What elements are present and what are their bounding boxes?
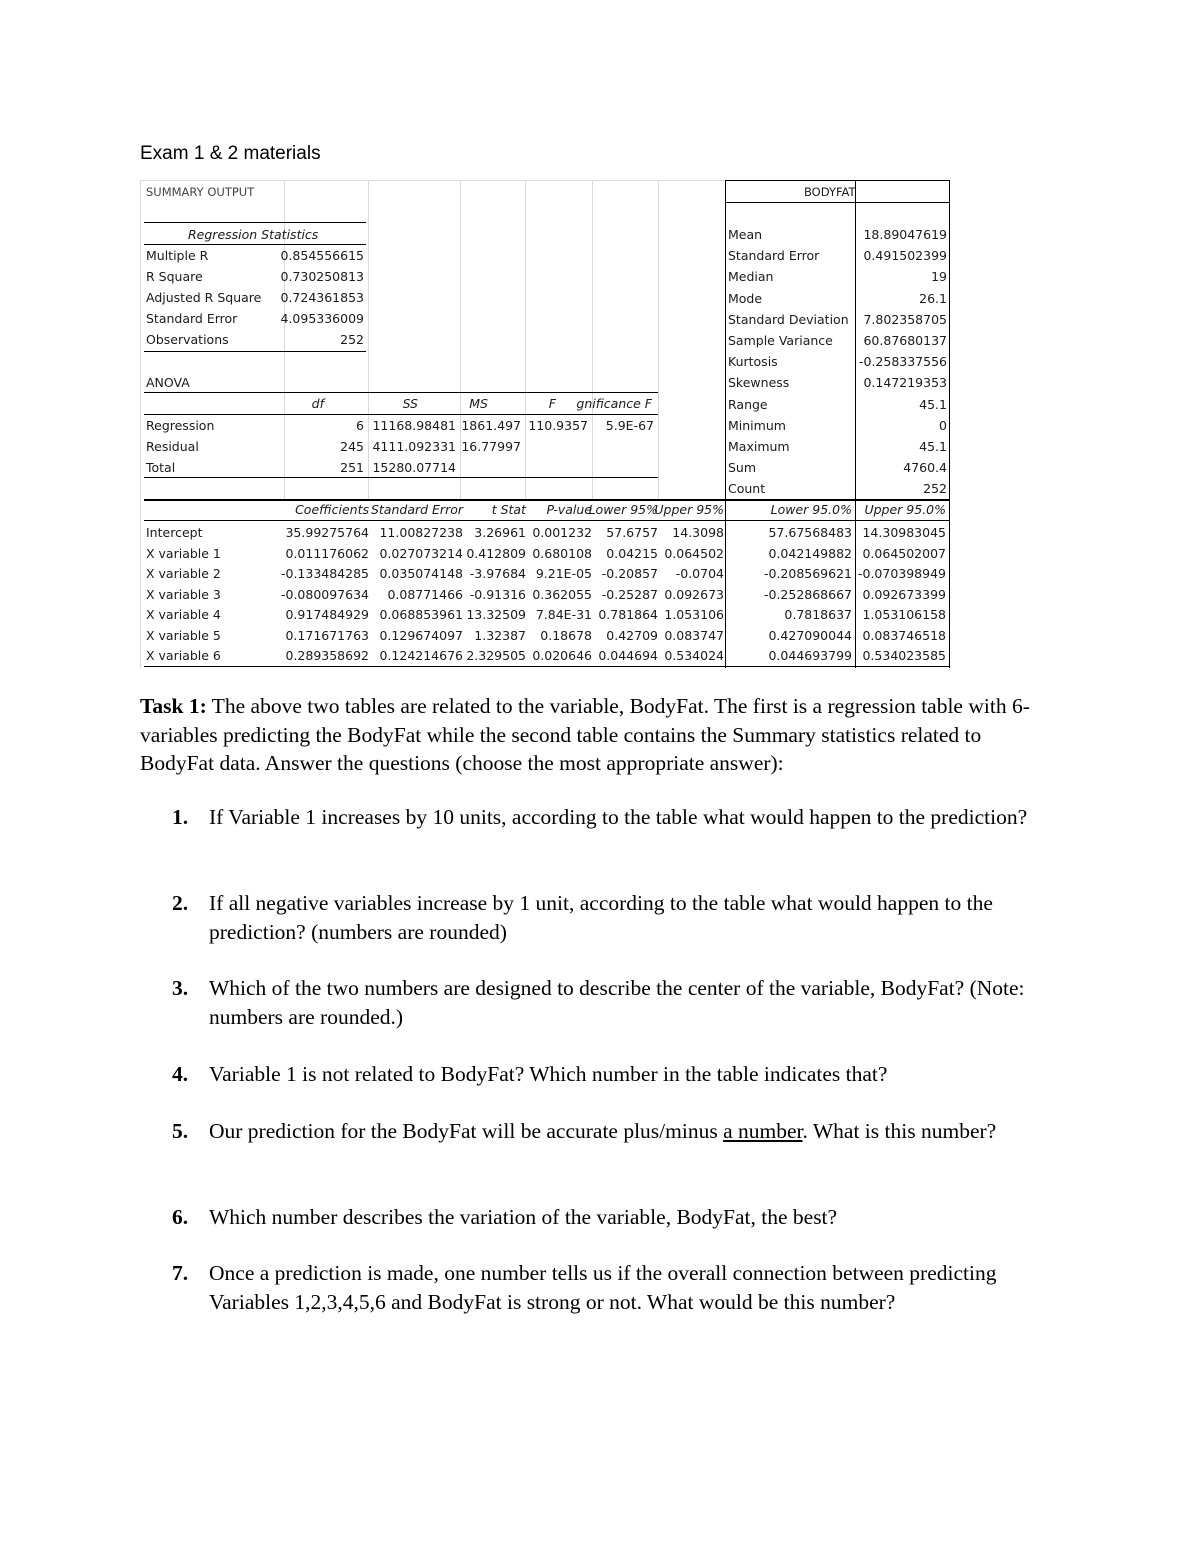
coef-cell-u95: 0.083747 xyxy=(664,627,724,643)
coef-cell-t: 1.32387 xyxy=(474,627,526,643)
rule xyxy=(144,392,658,393)
task-label: Task 1: xyxy=(140,694,207,718)
coef-cell-u950: 0.083746518 xyxy=(862,627,946,643)
coef-header: P-value xyxy=(546,502,592,517)
coef-header: t Stat xyxy=(491,502,526,517)
rule xyxy=(144,244,366,245)
bodyfat-stat-value: 26.1 xyxy=(919,290,947,306)
anova-cell-df: 245 xyxy=(340,439,364,454)
coef-cell-l95: 0.42709 xyxy=(606,627,658,643)
anova-row-label: Residual xyxy=(146,439,199,454)
bodyfat-stat-label: Maximum xyxy=(728,439,790,454)
coef-cell-t: 3.26961 xyxy=(474,525,526,540)
coef-cell-l950: 57.67568483 xyxy=(768,525,852,540)
bodyfat-stat-value: 45.1 xyxy=(919,439,947,454)
bodyfat-stat-label: Skewness xyxy=(728,375,790,391)
coef-cell-coef: -0.133484285 xyxy=(280,566,369,581)
anova-header: MS xyxy=(469,396,488,411)
coef-cell-coef: 35.99275764 xyxy=(285,525,369,540)
grid-line xyxy=(140,180,724,181)
bodyfat-stat-label: Kurtosis xyxy=(728,354,778,370)
summary-output-label: SUMMARY OUTPUT xyxy=(146,185,255,199)
coef-cell-t: -3.97684 xyxy=(469,566,526,581)
rule xyxy=(144,222,366,223)
coef-cell-l95: 57.6757 xyxy=(606,525,658,540)
reg-stat-label: Adjusted R Square xyxy=(146,290,262,305)
coef-cell-u95: 0.092673 xyxy=(664,586,724,602)
bodyfat-stat-label: Sum xyxy=(728,460,757,476)
coef-row-label: X variable 6 xyxy=(146,648,221,663)
bodyfat-stat-value: 18.89047619 xyxy=(863,227,947,242)
anova-row-label: Regression xyxy=(146,418,215,433)
coef-cell-p: 0.362055 xyxy=(532,586,592,602)
question-text-after: . What is this number? xyxy=(802,1119,997,1143)
coef-header: Upper 95.0% xyxy=(864,502,946,517)
anova-cell-ss: 15280.07714 xyxy=(372,460,456,475)
rule xyxy=(855,180,856,668)
coef-cell-se: 0.08771466 xyxy=(387,586,463,602)
coef-cell-t: -0.91316 xyxy=(469,586,526,602)
coef-cell-coef: 0.171671763 xyxy=(285,627,369,643)
question-text: Which number describes the variation of the variable, BodyFat, the best? xyxy=(209,1205,838,1229)
question-number: 4. xyxy=(172,1062,189,1086)
task-1-paragraph xyxy=(140,692,1050,778)
coef-row-label: X variable 1 xyxy=(146,545,221,561)
rule xyxy=(949,180,950,668)
anova-title: ANOVA xyxy=(146,375,190,390)
grid-line xyxy=(592,180,593,500)
coef-cell-l95: 0.044694 xyxy=(598,648,658,663)
bodyfat-stat-value: 60.87680137 xyxy=(863,333,947,348)
bodyfat-stat-value: 0 xyxy=(939,417,947,433)
coef-cell-coef: -0.080097634 xyxy=(280,586,369,602)
bodyfat-stat-value: 0.147219353 xyxy=(863,375,947,391)
anova-cell-f: 110.9357 xyxy=(528,418,588,433)
bodyfat-stat-label: Minimum xyxy=(728,417,786,433)
grid-line xyxy=(140,180,141,668)
coef-row-label: X variable 4 xyxy=(146,607,221,622)
reg-stat-value: 0.730250813 xyxy=(280,269,364,284)
coef-cell-l95: -0.25287 xyxy=(601,586,658,602)
coef-cell-u950: 1.053106158 xyxy=(862,607,946,622)
coef-cell-l95: 0.04215 xyxy=(606,545,658,561)
question-number: 5. xyxy=(172,1119,189,1143)
coef-cell-p: 7.84E-31 xyxy=(535,607,592,622)
anova-cell-ms: 1861.497 xyxy=(461,418,521,433)
question-text: If Variable 1 increases by 10 units, according to the table what would happen to the prediction? xyxy=(209,805,1028,829)
coef-cell-p: 0.680108 xyxy=(532,545,592,561)
anova-header: F xyxy=(548,396,556,411)
coef-cell-l950: 0.7818637 xyxy=(784,607,852,622)
regression-statistics-title: Regression Statistics xyxy=(188,227,319,242)
coef-cell-l950: 0.042149882 xyxy=(768,545,852,561)
coef-cell-t: 0.412809 xyxy=(466,545,526,561)
bodyfat-stat-label: Sample Variance xyxy=(728,333,833,348)
reg-stat-label: Multiple R xyxy=(146,248,209,263)
coef-cell-p: 0.18678 xyxy=(540,627,592,643)
reg-stat-value: 0.854556615 xyxy=(280,248,364,263)
bodyfat-stat-label: Range xyxy=(728,396,768,412)
bodyfat-stat-value: -0.258337556 xyxy=(858,354,947,370)
question-text: Variable 1 is not related to BodyFat? Which number in the table indicates that? xyxy=(209,1062,888,1086)
coef-cell-u950: 0.064502007 xyxy=(862,545,946,561)
grid-line xyxy=(658,180,659,500)
coef-cell-u95: 14.3098 xyxy=(672,525,724,540)
anova-row-label: Total xyxy=(146,460,176,475)
coef-cell-se: 0.124214676 xyxy=(379,648,463,663)
anova-header: gnificance F xyxy=(576,396,652,411)
coef-cell-u950: 14.30983045 xyxy=(862,525,946,540)
coef-cell-u95: 0.064502 xyxy=(664,545,724,561)
rule xyxy=(144,666,950,667)
bodyfat-stat-label: Mode xyxy=(728,290,763,306)
reg-stat-label: Standard Error xyxy=(146,311,238,326)
question-text: Which of the two numbers are designed to describe the center of the variable, BodyFat? (Note: numbers are rounded.) xyxy=(209,976,1025,1029)
anova-cell-sig: 5.9E-67 xyxy=(605,418,654,433)
reg-stat-label: Observations xyxy=(146,332,229,347)
coef-row-label: X variable 3 xyxy=(146,586,221,602)
coef-cell-l950: -0.252868667 xyxy=(763,586,852,602)
coef-row-label: Intercept xyxy=(146,525,203,540)
coef-cell-coef: 0.917484929 xyxy=(285,607,369,622)
coef-cell-l950: -0.208569621 xyxy=(763,566,852,581)
reg-stat-value: 4.095336009 xyxy=(280,311,364,326)
reg-stat-value: 0.724361853 xyxy=(280,290,364,305)
page-heading: Exam 1 & 2 materials xyxy=(140,143,321,164)
coef-cell-coef: 0.011176062 xyxy=(285,545,369,561)
rule xyxy=(725,202,950,203)
bodyfat-stat-label: Count xyxy=(728,481,766,497)
grid-line xyxy=(525,180,526,500)
coef-cell-u95: 1.053106 xyxy=(664,607,724,622)
anova-cell-ss: 11168.98481 xyxy=(372,418,456,433)
question-underlined: a number xyxy=(723,1119,803,1143)
bodyfat-stat-label: Mean xyxy=(728,227,763,242)
coef-cell-p: 0.001232 xyxy=(532,525,592,540)
rule xyxy=(144,499,950,501)
excel-screenshot xyxy=(140,180,950,668)
coef-cell-se: 0.027073214 xyxy=(379,545,463,561)
coef-row-label: X variable 5 xyxy=(146,627,221,643)
bodyfat-stat-value: 7.802358705 xyxy=(863,311,947,327)
rule xyxy=(144,351,366,352)
question-number: 7. xyxy=(172,1261,189,1285)
coef-cell-l950: 0.427090044 xyxy=(768,627,852,643)
bodyfat-stat-value: 45.1 xyxy=(919,396,947,412)
question-number: 2. xyxy=(172,891,189,915)
bodyfat-stat-value: 19 xyxy=(931,269,947,285)
bodyfat-stat-label: Median xyxy=(728,269,774,285)
coef-header: Coefficients xyxy=(295,502,369,517)
coef-cell-se: 0.068853961 xyxy=(379,607,463,622)
bodyfat-stat-value: 252 xyxy=(923,481,947,497)
rule xyxy=(144,414,658,415)
question-number: 6. xyxy=(172,1205,189,1229)
reg-stat-label: R Square xyxy=(146,269,203,284)
coef-cell-se: 11.00827238 xyxy=(379,525,463,540)
rule xyxy=(144,477,658,478)
coef-cell-p: 9.21E-05 xyxy=(535,566,592,581)
coef-cell-p: 0.020646 xyxy=(532,648,592,663)
anova-cell-df: 251 xyxy=(340,460,364,475)
coef-header: Lower 95% xyxy=(588,502,658,517)
coef-row-label: X variable 2 xyxy=(146,566,221,581)
coef-cell-l95: -0.20857 xyxy=(601,566,658,581)
question-number: 1. xyxy=(172,805,189,829)
coef-cell-se: 0.035074148 xyxy=(379,566,463,581)
rule xyxy=(144,520,950,521)
bodyfat-stat-label: Standard Deviation xyxy=(728,311,849,327)
question-number: 3. xyxy=(172,976,189,1000)
rule xyxy=(725,180,950,181)
question-text-before: Our prediction for the BodyFat will be accurate plus/minus xyxy=(209,1119,724,1143)
coef-cell-u950: -0.070398949 xyxy=(857,566,946,581)
coef-header: Upper 95% xyxy=(654,502,724,517)
coef-cell-u95: -0.0704 xyxy=(675,566,724,581)
coef-cell-t: 2.329505 xyxy=(466,648,526,663)
coef-cell-l950: 0.044693799 xyxy=(768,648,852,663)
bodyfat-stat-value: 0.491502399 xyxy=(863,248,947,264)
coef-cell-se: 0.129674097 xyxy=(379,627,463,643)
coef-cell-u950: 0.092673399 xyxy=(862,586,946,602)
anova-cell-df: 6 xyxy=(356,418,364,433)
coef-cell-l95: 0.781864 xyxy=(598,607,658,622)
anova-header: df xyxy=(311,396,324,411)
coef-header: Standard Error xyxy=(370,502,463,517)
coef-cell-u950: 0.534023585 xyxy=(862,648,946,663)
question-text: Once a prediction is made, one number tells us if the overall connection between predicting Variables 1,2,3,4,5,6 and BodyFat is strong or not. What would be this number? xyxy=(209,1261,997,1314)
anova-cell-ss: 4111.092331 xyxy=(372,439,456,454)
coef-cell-t: 13.32509 xyxy=(466,607,526,622)
task-text: The above two tables are related to the variable, BodyFat. The first is a regression table with 6-variables predicting the BodyFat while the second table contains the Summary statistics related to BodyFat data. Answer the questions (choose the most appropriate answer): xyxy=(140,694,1030,775)
bodyfat-stat-label: Standard Error xyxy=(728,248,820,264)
coef-cell-coef: 0.289358692 xyxy=(285,648,369,663)
question-text xyxy=(209,1117,1029,1146)
bodyfat-stat-value: 4760.4 xyxy=(903,460,947,476)
rule xyxy=(725,180,726,668)
reg-stat-value: 252 xyxy=(340,332,364,347)
bodyfat-title: BODYFAT xyxy=(804,185,856,199)
anova-cell-ms: 16.77997 xyxy=(461,439,521,454)
coef-header: Lower 95.0% xyxy=(770,502,852,517)
anova-header: SS xyxy=(402,396,418,411)
coef-cell-u95: 0.534024 xyxy=(664,648,724,663)
question-text: If all negative variables increase by 1 unit, according to the table what would happen to the prediction? (numbers are rounded) xyxy=(209,891,993,944)
